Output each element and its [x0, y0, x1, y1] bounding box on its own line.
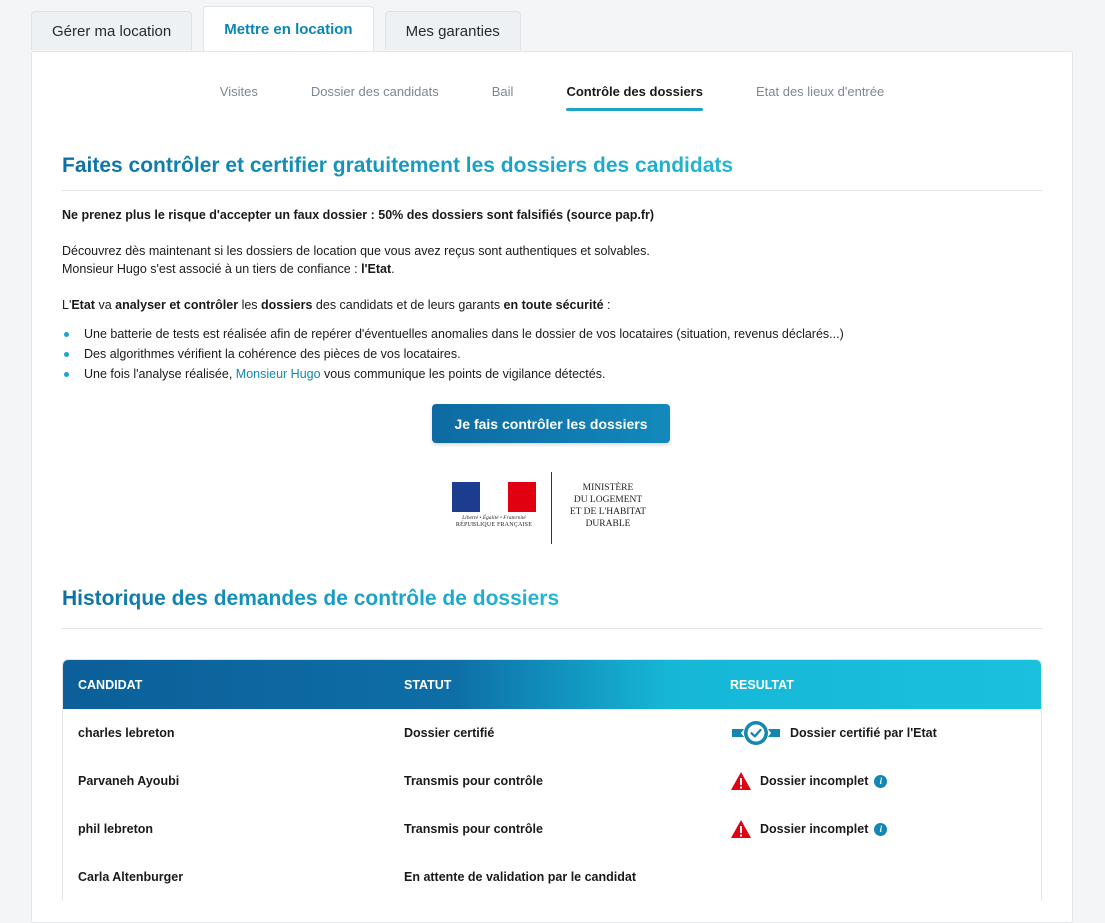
table-row[interactable] — [63, 853, 1041, 901]
content-card — [31, 51, 1073, 923]
ministry-line: ET DE L'HABITAT — [569, 507, 647, 517]
analysis-text: des candidats et de leurs garants — [312, 298, 504, 312]
flag-icon — [452, 482, 536, 512]
analysis-text: : — [603, 298, 611, 312]
intro-paragraph — [62, 242, 650, 278]
list-item: Des algorithmes vérifient la cohérence des pièces de vos locataires. — [62, 344, 844, 364]
sub-tabs — [32, 84, 1072, 111]
analysis-text-bold: dossiers — [261, 298, 313, 312]
section-title-historique: Historique des demandes de contrôle de dossiers — [62, 587, 560, 610]
tab-mettre-en-location[interactable]: Mettre en location — [203, 6, 373, 51]
certified-badge-icon — [730, 720, 782, 746]
marianne-logo — [452, 482, 536, 534]
section-title-controle: Faites contrôler et certifier gratuitement les dossiers des candidats — [62, 154, 734, 177]
table-header — [63, 660, 1041, 709]
subtab-etat-des-lieux[interactable]: Etat des lieux d'entrée — [755, 84, 885, 99]
status: Transmis pour contrôle — [404, 774, 543, 788]
header-resultat: RESULTAT — [730, 677, 794, 692]
info-icon[interactable]: i — [874, 823, 887, 836]
tab-mes-garanties[interactable]: Mes garanties — [385, 11, 521, 50]
analysis-text: L' — [62, 298, 72, 312]
candidate-name: Carla Altenburger — [78, 870, 184, 884]
divider — [62, 190, 1042, 191]
result-label: Dossier incomplet — [760, 822, 869, 836]
status: Dossier certifié — [404, 726, 495, 740]
table-row[interactable] — [63, 757, 1041, 805]
header-statut: STATUT — [404, 677, 452, 692]
info-icon[interactable]: i — [874, 775, 887, 788]
result-label: Dossier certifié par l'Etat — [790, 726, 937, 740]
divider — [62, 628, 1042, 629]
table-row[interactable] — [63, 805, 1041, 853]
ministry-line: MINISTÈRE — [582, 483, 634, 493]
intro-line-2c: . — [391, 262, 395, 276]
header-candidat: CANDIDAT — [78, 677, 143, 692]
main-tabs — [31, 8, 521, 52]
ministry-name — [558, 482, 658, 530]
intro-line-1: Découvrez dès maintenant si les dossiers de location que vous avez reçus sont authentiques et solvables. — [62, 244, 650, 258]
intro-line-2-etat: l'Etat — [361, 262, 392, 276]
candidate-name: phil lebreton — [78, 822, 153, 836]
republic-name: RÉPUBLIQUE FRANÇAISE — [455, 522, 533, 528]
analysis-intro — [62, 296, 611, 314]
history-table — [62, 659, 1042, 901]
result — [715, 720, 1041, 746]
list-item-text: Une fois l'analyse réalisée, — [84, 367, 236, 381]
subtab-dossier-candidats[interactable]: Dossier des candidats — [310, 84, 439, 99]
candidate-name: Parvaneh Ayoubi — [78, 774, 180, 788]
tab-gerer-ma-location[interactable]: Gérer ma location — [31, 11, 192, 50]
republic-motto: Liberté • Égalité • Fraternité — [462, 515, 526, 521]
ministry-line: DU LOGEMENT — [573, 495, 643, 505]
intro-line-2a: Monsieur Hugo s'est associé à un tiers de confiance : — [62, 262, 362, 276]
candidate-name: charles lebreton — [78, 726, 175, 740]
analysis-text-bold: en toute sécurité — [503, 298, 604, 312]
monsieur-hugo-link[interactable]: Monsieur Hugo — [235, 367, 321, 381]
analysis-text-bold: analyser et contrôler — [115, 298, 239, 312]
fraud-warning-text: Ne prenez plus le risque d'accepter un faux dossier : 50% des dossiers sont falsifiés (source pap.fr) — [62, 208, 655, 222]
logo-separator — [551, 472, 552, 544]
result-label: Dossier incomplet — [760, 774, 869, 788]
status: En attente de validation par le candidat — [404, 870, 636, 884]
subtab-bail[interactable]: Bail — [491, 84, 514, 99]
list-item — [62, 364, 844, 384]
warning-icon — [730, 819, 752, 839]
ministry-line: DURABLE — [585, 519, 631, 529]
table-row[interactable] — [63, 709, 1041, 757]
feature-list — [62, 324, 844, 384]
analysis-text: les — [238, 298, 262, 312]
subtab-controle-dossiers[interactable]: Contrôle des dossiers — [566, 84, 703, 111]
subtab-visites[interactable]: Visites — [219, 84, 258, 99]
list-item: Une batterie de tests est réalisée afin de repérer d'éventuelles anomalies dans le dossier de vos locataires (situation, revenus déclarés...) — [62, 324, 844, 344]
analysis-text: va — [94, 298, 116, 312]
status: Transmis pour contrôle — [404, 822, 543, 836]
analysis-text-bold: Etat — [71, 298, 95, 312]
result — [715, 771, 1041, 791]
result — [715, 819, 1041, 839]
list-item-text: vous communique les points de vigilance détectés. — [320, 367, 606, 381]
ministry-logo — [452, 472, 652, 544]
control-dossiers-button[interactable]: Je fais contrôler les dossiers — [432, 404, 670, 443]
warning-icon — [730, 771, 752, 791]
